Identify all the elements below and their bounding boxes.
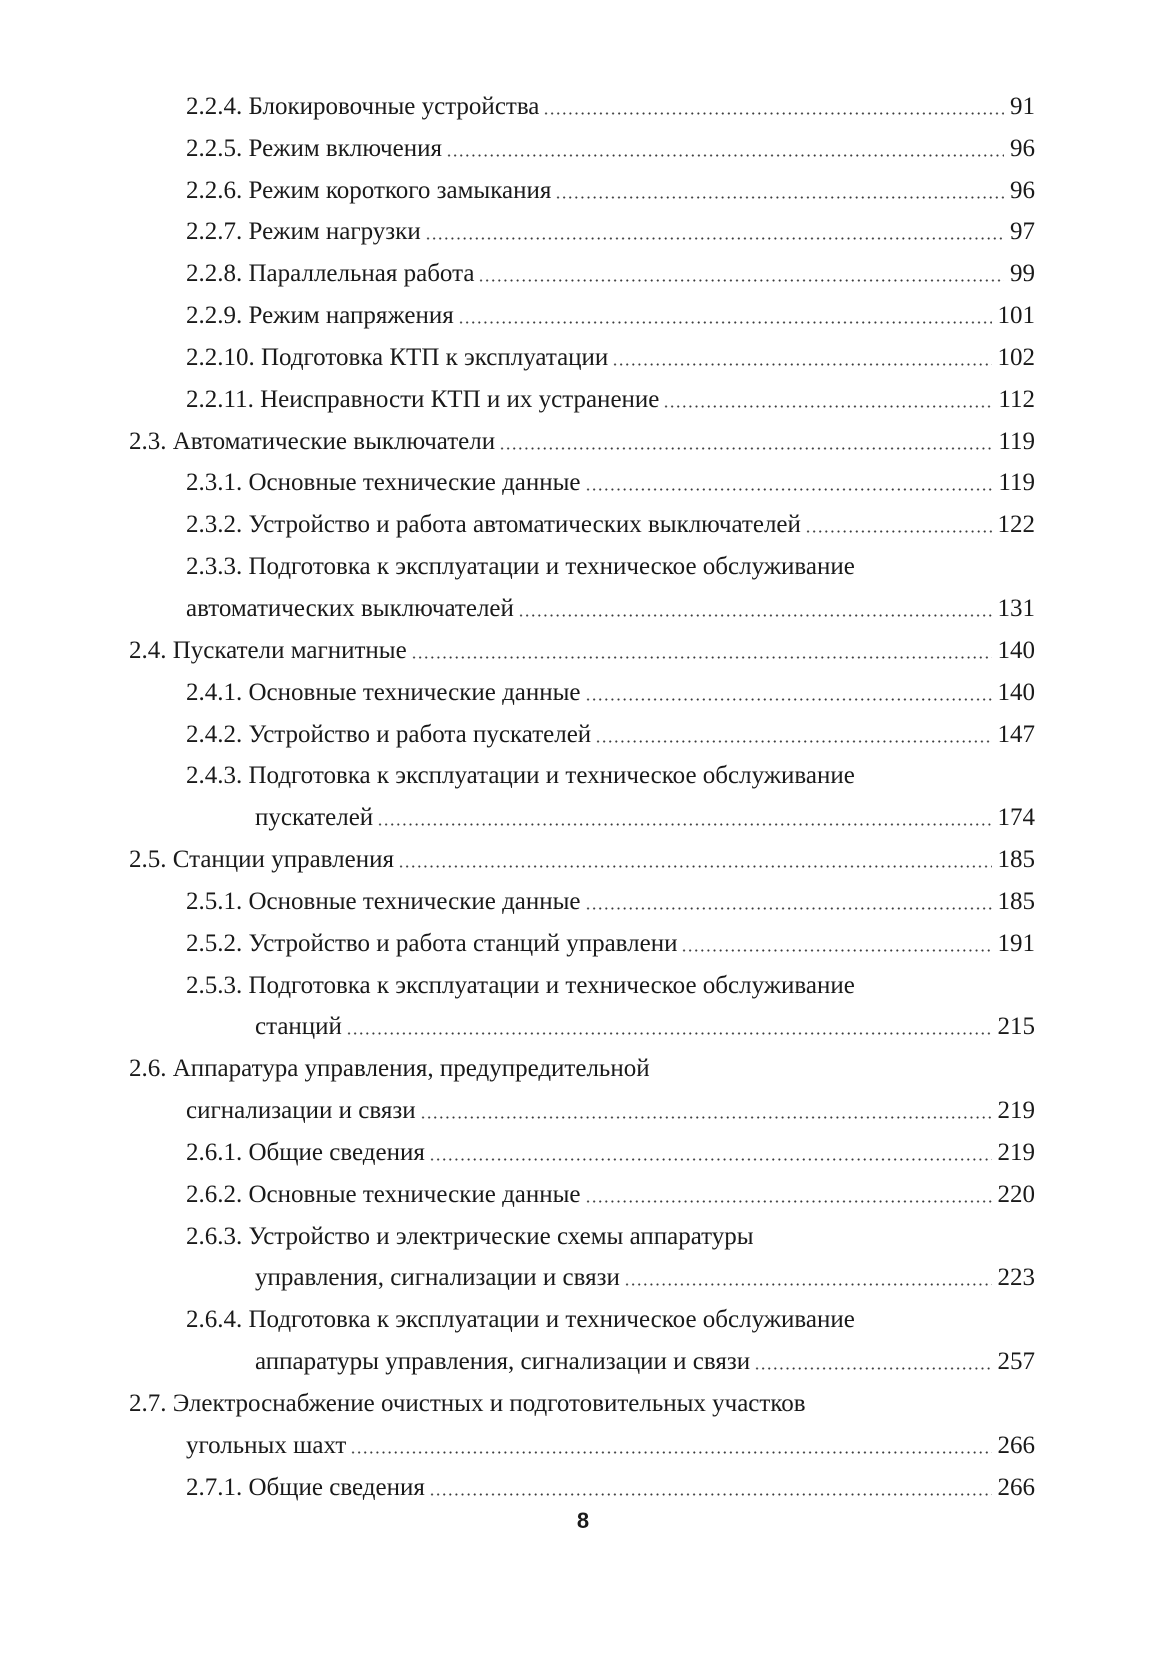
toc-entry-title: аппаратуры управления, сигнализации и связи — [255, 1348, 751, 1376]
toc-entry-title: пускателей — [255, 804, 374, 832]
dot-leader — [595, 740, 991, 743]
dot-leader — [499, 447, 992, 450]
dot-leader — [420, 1116, 992, 1119]
toc-entry — [0, 1377, 1166, 1419]
toc-entry-page: 99 — [1010, 260, 1035, 288]
toc-entry-page: 215 — [997, 1013, 1035, 1041]
toc-entry-page: 131 — [997, 594, 1035, 622]
toc-entry-page: 140 — [997, 678, 1035, 706]
toc-entry-title: 2.4.2. Устройство и работа пускателей — [186, 720, 592, 748]
toc-entry-page: 257 — [997, 1348, 1035, 1376]
toc-entry — [0, 247, 1035, 289]
dot-leader — [377, 823, 991, 826]
toc-entry — [0, 1210, 1166, 1252]
toc-entry-page: 122 — [997, 511, 1035, 539]
toc-entry — [0, 666, 1035, 708]
toc-entry-title: 2.3.1. Основные технические данные — [186, 469, 581, 497]
toc-entry-title: 2.2.5. Режим включения — [186, 134, 442, 162]
dot-leader — [585, 907, 992, 910]
toc-entry-page: 96 — [1010, 134, 1035, 162]
toc-entry — [0, 373, 1035, 415]
toc-entry-title: 2.7.1. Общие сведения — [186, 1473, 425, 1501]
toc-entry-title: сигнализации и связи — [186, 1097, 416, 1125]
dot-leader — [585, 1200, 992, 1203]
toc-entry-title: 2.6. Аппаратура управления, предупредительной — [129, 1055, 650, 1083]
toc-entry-title: 2.2.4. Блокировочные устройства — [186, 92, 540, 120]
page-number: 8 — [576, 1508, 590, 1533]
toc-entry-page: 219 — [997, 1138, 1035, 1166]
toc-entry — [0, 331, 1035, 373]
dot-leader — [543, 112, 1004, 115]
toc-entry — [0, 289, 1035, 331]
toc-entry-page: 140 — [997, 636, 1035, 664]
toc-entry-title: 2.2.6. Режим короткого замыкания — [186, 176, 552, 204]
toc-entry-title: 2.6.3. Устройство и электрические схемы аппаратуры — [186, 1222, 754, 1250]
toc-entry-title: 2.5.3. Подготовка к эксплуатации и техническое обслуживание — [186, 971, 855, 999]
toc-entry — [0, 875, 1035, 917]
toc-entry — [0, 206, 1035, 248]
toc-entry-page: 97 — [1010, 218, 1035, 246]
toc-entry-title: 2.3.3. Подготовка к эксплуатации и техническое обслуживание — [186, 553, 855, 581]
toc-entry-title: станций — [255, 1013, 342, 1041]
toc-entry-title: 2.2.9. Режим напряжения — [186, 302, 454, 330]
dot-leader — [411, 656, 992, 659]
dot-leader — [624, 1283, 992, 1286]
toc-entry — [0, 833, 1035, 875]
toc-entry-page: 174 — [997, 804, 1035, 832]
toc-entry-title: автоматических выключателей — [186, 594, 514, 622]
toc-entry-page: 119 — [998, 469, 1035, 497]
toc-entry — [0, 122, 1035, 164]
toc-entry-title: 2.2.8. Параллельная работа — [186, 260, 475, 288]
dot-leader — [612, 363, 991, 366]
toc-entry-title: 2.7. Электроснабжение очистных и подготовительных участков — [129, 1390, 806, 1417]
toc-entry-page: 119 — [998, 427, 1035, 455]
dot-leader — [429, 1493, 992, 1496]
toc-entry-title: 2.3.2. Устройство и работа автоматических выключателей — [186, 511, 801, 539]
toc-entry-title: угольных шахт — [186, 1431, 347, 1459]
toc-entry-page: 220 — [997, 1180, 1035, 1208]
toc-entry — [0, 1252, 1035, 1294]
dot-leader — [478, 279, 1004, 282]
toc-entry — [0, 1293, 1166, 1335]
toc-entry — [0, 791, 1035, 833]
toc-entry-page: 219 — [997, 1097, 1035, 1125]
toc-entry-page: 266 — [997, 1473, 1035, 1501]
dot-leader — [346, 1032, 992, 1035]
dot-leader — [398, 865, 992, 868]
toc-entry — [0, 582, 1035, 624]
dot-leader — [585, 698, 992, 701]
toc-entry — [0, 1335, 1035, 1377]
toc-entry-page: 223 — [997, 1264, 1035, 1292]
dot-leader — [555, 196, 1004, 199]
toc-entry-page: 266 — [997, 1431, 1035, 1459]
dot-leader — [805, 530, 992, 533]
toc-entry-title: 2.4.1. Основные технические данные — [186, 678, 581, 706]
toc-entry — [0, 1168, 1035, 1210]
toc-entry-page: 185 — [997, 887, 1035, 915]
toc-entry-title: 2.2.7. Режим нагрузки — [186, 218, 421, 246]
toc-entry — [0, 1084, 1035, 1126]
toc-entry — [0, 1461, 1035, 1503]
dot-leader — [754, 1367, 991, 1370]
table-of-contents — [0, 80, 1166, 1503]
toc-entry — [0, 457, 1035, 499]
toc-entry — [0, 540, 1166, 582]
toc-entry-page: 185 — [997, 846, 1035, 874]
toc-entry-title: 2.6.1. Общие сведения — [186, 1138, 425, 1166]
toc-entry-page: 101 — [997, 302, 1035, 330]
dot-leader — [585, 488, 993, 491]
dot-leader — [425, 237, 1004, 240]
toc-entry-title: 2.5. Станции управления — [129, 846, 394, 874]
toc-entry-title: 2.6.4. Подготовка к эксплуатации и техническое обслуживание — [186, 1306, 855, 1334]
toc-entry — [0, 415, 1035, 457]
toc-entry — [0, 1042, 1166, 1084]
toc-entry-page: 102 — [997, 343, 1035, 371]
toc-entry-page: 96 — [1010, 176, 1035, 204]
toc-entry-title: 2.5.1. Основные технические данные — [186, 887, 581, 915]
dot-leader — [350, 1451, 991, 1454]
toc-entry — [0, 1126, 1035, 1168]
toc-entry-title: управления, сигнализации и связи — [255, 1264, 620, 1292]
toc-entry — [0, 1419, 1035, 1461]
toc-entry-title: 2.5.2. Устройство и работа станций управлени — [186, 929, 678, 957]
toc-entry-page: 147 — [997, 720, 1035, 748]
dot-leader — [446, 154, 1004, 157]
toc-entry — [0, 1001, 1035, 1043]
dot-leader — [518, 614, 992, 617]
toc-entry-page: 112 — [998, 385, 1035, 413]
toc-entry-title: 2.4.3. Подготовка к эксплуатации и техническое обслуживание — [186, 762, 855, 790]
toc-entry-title: 2.2.11. Неисправности КТП и их устранение — [186, 385, 660, 413]
dot-leader — [458, 321, 992, 324]
toc-entry-title: 2.6.2. Основные технические данные — [186, 1180, 581, 1208]
toc-entry — [0, 708, 1035, 750]
toc-entry — [0, 959, 1166, 1001]
toc-entry — [0, 498, 1035, 540]
toc-entry-page: 91 — [1010, 92, 1035, 120]
dot-leader — [681, 949, 991, 952]
toc-entry-page: 191 — [997, 929, 1035, 957]
toc-entry-title: 2.4. Пускатели магнитные — [129, 636, 407, 664]
toc-entry — [0, 80, 1035, 122]
toc-entry — [0, 917, 1035, 959]
dot-leader — [429, 1158, 992, 1161]
toc-entry — [0, 624, 1035, 666]
toc-entry — [0, 164, 1035, 206]
dot-leader — [663, 405, 992, 408]
toc-entry-title: 2.3. Автоматические выключатели — [129, 427, 496, 455]
toc-entry-title: 2.2.10. Подготовка КТП к эксплуатации — [186, 343, 609, 371]
toc-entry — [0, 750, 1166, 792]
